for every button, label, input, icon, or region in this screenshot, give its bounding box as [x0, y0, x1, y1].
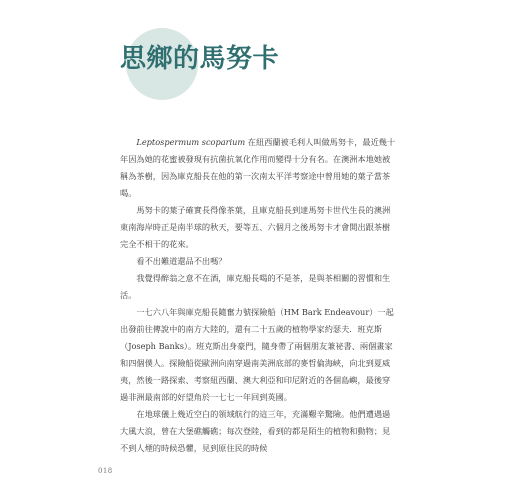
paragraph-1-text: 在紐西蘭被毛利人叫做馬努卡，最近幾十年因為她的花蜜被發現有抗菌抗氧化作用而變得十分有名。在澳洲本地她被稱為茶樹，因為庫克船長在他的第一次南太平洋考察途中曾用她的葉子當茶喝。 — [120, 137, 396, 198]
chapter-title: 思鄉的馬努卡 — [120, 44, 280, 74]
paragraph-6: 在地球儀上幾近空白的領域航行的這三年，充滿艱辛驚險。他們遭遇過大風大浪，曾在大堡礁觸礁；每次登陸，看到的都是陌生的植物和動物；見不到人煙的時候恐懼，見到原住民的時候 — [120, 409, 391, 453]
paragraph-4: 我覺得醉翁之意不在酒，庫克船長喝的不是茶，是與茶相關的習慣和生活。 — [120, 273, 391, 300]
chapter-body — [120, 134, 396, 457]
latin-plant-name: Leptospermum scoparium — [136, 137, 246, 147]
paragraph-5: 一七六八年與庫克船長隨奮力號探險船（HM Bark Endeavour）一起出發前往傳說中的南方大陸的，還有二十五歲的植物學家約瑟夫．班克斯（Joseph Banks）。班克斯出身豪門，隨身帶了兩個朋友兼祕書、兩個畫家和四個僕人。探險船從歐洲向南穿過南美洲底部的麥哲倫海峽，向北到夏威夷，然後一路探索、考察紐西蘭、澳大利亞和印尼附近的各個島嶼，最後穿過非洲最南部的好望角於一七七一年回到英國。 — [120, 307, 394, 402]
page-number: 018 — [98, 467, 113, 475]
paragraph-3: 看不出難道還品不出嗎？ — [136, 256, 227, 266]
chapter-heading — [120, 28, 280, 88]
paragraph-1 — [120, 134, 396, 202]
paragraph-2: 馬努卡的葉子確實長得像茶葉，且庫克船長到達馬努卡世代生長的澳洲東南海岸時正是南半球的秋天，要等五、六個月之後馬努卡才會開出跟茶樹完全不相干的花來。 — [120, 205, 391, 249]
